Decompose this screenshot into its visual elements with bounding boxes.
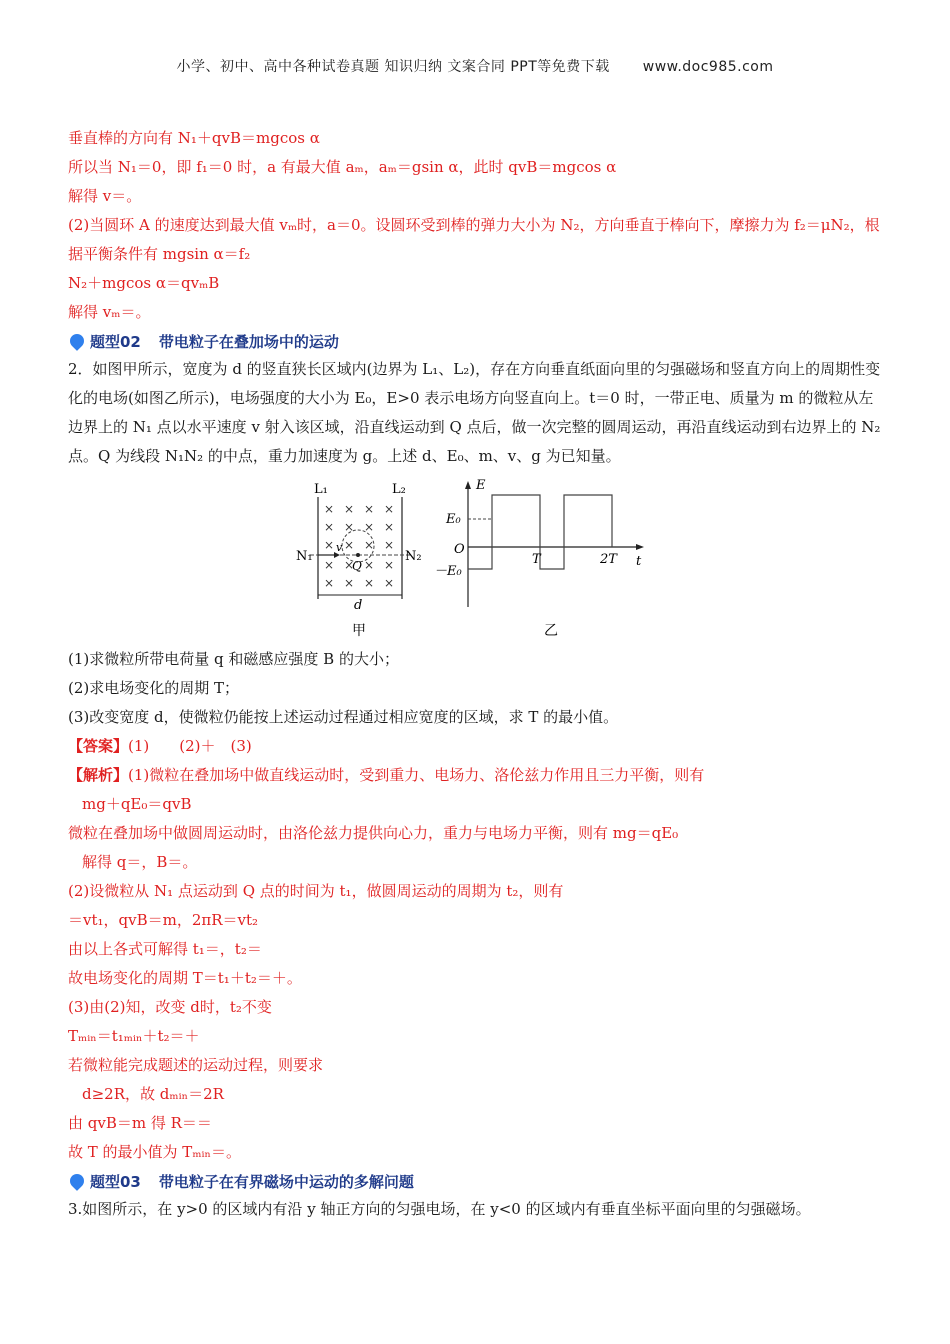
caption-jia: 甲 xyxy=(352,623,366,639)
field-cross-mark: × xyxy=(324,502,335,516)
question: (2)求电场变化的周期 T； xyxy=(68,679,240,697)
label-negE0: －E₀ xyxy=(434,564,462,579)
label-N1: N₁ xyxy=(296,549,313,564)
field-cross-mark: × xyxy=(344,520,355,534)
intro-line: 解得 v＝。 xyxy=(68,187,142,205)
analysis-line: 若微粒能完成题述的运动过程，则要求 xyxy=(68,1056,324,1074)
analysis-line: mg＋qE₀＝qvB xyxy=(82,795,192,813)
field-cross-mark: × xyxy=(324,576,335,590)
label-L2: L₂ xyxy=(392,482,406,497)
label-origin: O xyxy=(454,542,465,557)
intro-line: N₂＋mgcos α＝qvₘB xyxy=(68,274,220,292)
analysis-text: (1)微粒在叠加场中做直线运动时，受到重力、电场力、洛伦兹力作用且三力平衡，则有 xyxy=(128,766,705,784)
label-L1: L₁ xyxy=(314,482,328,497)
analysis-line: 由 qvB＝m 得 R＝＝ xyxy=(68,1114,212,1132)
analysis-line: 故 T 的最小值为 Tₘᵢₙ＝。 xyxy=(68,1143,242,1161)
label-Q: Q xyxy=(352,559,362,573)
label-axis-t: t xyxy=(636,554,642,569)
field-cross-mark: × xyxy=(324,538,335,552)
analysis-line: ＝vt₁，qvB＝m，2πR＝vt₂ xyxy=(68,911,259,929)
field-cross-mark: × xyxy=(364,576,375,590)
field-cross-mark: × xyxy=(324,520,335,534)
header-text: 小学、初中、高中各种试卷真题 知识归纳 文案合同 PPT等免费下载 xyxy=(176,59,610,75)
t-axis-arrowhead xyxy=(636,544,644,550)
point-Q xyxy=(356,553,360,557)
analysis-line: Tₘᵢₙ＝t₁ₘᵢₙ＋t₂＝＋ xyxy=(68,1027,200,1045)
intro-line: 解得 vₘ＝。 xyxy=(68,303,151,321)
field-cross-mark: × xyxy=(344,576,355,590)
section-heading-03 xyxy=(68,1167,888,1195)
page-header xyxy=(0,56,950,76)
document-body xyxy=(68,124,888,1224)
caption-yi: 乙 xyxy=(544,623,558,639)
field-cross-mark: × xyxy=(364,558,375,572)
section-title: 带电粒子在有界磁场中运动的多解问题 xyxy=(158,1172,414,1191)
answer-text: (1) (2)＋ (3) xyxy=(128,737,252,755)
map-pin-icon xyxy=(67,331,87,351)
analysis-line: (3)由(2)知，改变 d时，t₂不变 xyxy=(68,998,272,1016)
analysis-line: 由以上各式可解得 t₁＝，t₂＝ xyxy=(68,940,262,958)
problem-statement: 3.如图所示，在 y>0 的区域内有沿 y 轴正方向的匀强电场，在 y<0 的区域内有垂直坐标平面向里的匀强磁场。 xyxy=(68,1200,811,1218)
E-axis-arrowhead xyxy=(465,481,471,489)
intro-line: (2)当圆环 A 的速度达到最大值 vₘ时，a＝0。设圆环受到棒的弹力大小为 N₂，方向垂直于棒向下，摩擦力为 f₂＝μN₂，根据平衡条件有 mgsin α＝f₂ xyxy=(68,216,880,263)
analysis-line xyxy=(68,761,888,790)
analysis-line: 解得 q＝，B＝。 xyxy=(82,853,198,871)
problem-figures xyxy=(68,475,888,643)
section-heading-02 xyxy=(68,327,888,355)
field-cross-mark: × xyxy=(384,576,395,590)
magnetic-field-crosses xyxy=(324,502,394,590)
field-cross-mark: × xyxy=(324,558,335,572)
section-title: 带电粒子在叠加场中的运动 xyxy=(158,332,339,351)
question: (1)求微粒所带电荷量 q 和磁感应强度 B 的大小； xyxy=(68,650,399,668)
field-cross-mark: × xyxy=(364,520,375,534)
field-cross-mark: × xyxy=(384,538,395,552)
problem-statement: 2．如图甲所示，宽度为 d 的竖直狭长区域内(边界为 L₁、L₂)，存在方向垂直纸面向里的匀强磁场和竖直方向上的周期性变化的电场(如图乙所示)，电场强度的大小为 E₀，E>0 表示电场方向竖直向上。t＝0 时，一带正电、质量为 m 的微粒从左边界上的 N₁ 点以水平速度 v 射入该区域，沿直线运动到 Q 点后，做一次完整的圆周运动，再沿直线运动到右边界上的 N₂ 点。Q 为线段 N₁N₂ 的中点，重力加速度为 g。上述 d、E₀、m、v、g 为已知量。 xyxy=(68,360,881,465)
label-T: T xyxy=(532,552,541,567)
label-axis-E: E xyxy=(476,478,486,493)
field-cross-mark: × xyxy=(384,520,395,534)
answer-line xyxy=(68,732,888,761)
header-url[interactable]: www.doc985.com xyxy=(642,59,774,75)
question: (3)改变宽度 d，使微粒仍能按上述运动过程通过相应宽度的区域，求 T 的最小值。 xyxy=(68,708,619,726)
label-v: v xyxy=(336,541,343,554)
analysis-line: 微粒在叠加场中做圆周运动时，由洛伦兹力提供向心力，重力与电场力平衡，则有 mg＝qE₀ xyxy=(68,824,679,842)
map-pin-icon xyxy=(67,1171,87,1191)
field-cross-mark: × xyxy=(384,502,395,516)
section-label: 题型02 xyxy=(90,332,141,351)
label-2T: 2T xyxy=(600,552,617,567)
field-cross-mark: × xyxy=(364,538,375,552)
intro-line: 垂直棒的方向有 N₁＋qvB＝mgcos α xyxy=(68,129,320,147)
field-cross-mark: × xyxy=(384,558,395,572)
analysis-line: 故电场变化的周期 T＝t₁＋t₂＝＋。 xyxy=(68,969,302,987)
intro-line: 所以当 N₁＝0，即 f₁＝0 时，a 有最大值 aₘ，aₘ＝gsin α，此时 qvB＝mgcos α xyxy=(68,158,617,176)
label-d: d xyxy=(354,598,363,613)
figure-jia xyxy=(296,482,422,639)
analysis-line: (2)设微粒从 N₁ 点运动到 Q 点的时间为 t₁，做圆周运动的周期为 t₂，则有 xyxy=(68,882,564,900)
analysis-line: d≥2R，故 dₘᵢₙ＝2R xyxy=(82,1085,224,1103)
answer-label: 【答案】 xyxy=(68,737,129,755)
section-label: 题型03 xyxy=(90,1172,141,1191)
figures-svg xyxy=(68,475,888,643)
label-E0: E₀ xyxy=(446,512,461,527)
field-cross-mark: × xyxy=(344,558,355,572)
figure-yi xyxy=(434,478,644,639)
label-N2: N₂ xyxy=(405,549,422,564)
field-cross-mark: × xyxy=(344,538,355,552)
analysis-label: 【解析】 xyxy=(68,766,129,784)
field-cross-mark: × xyxy=(344,502,355,516)
field-cross-mark: × xyxy=(364,502,375,516)
